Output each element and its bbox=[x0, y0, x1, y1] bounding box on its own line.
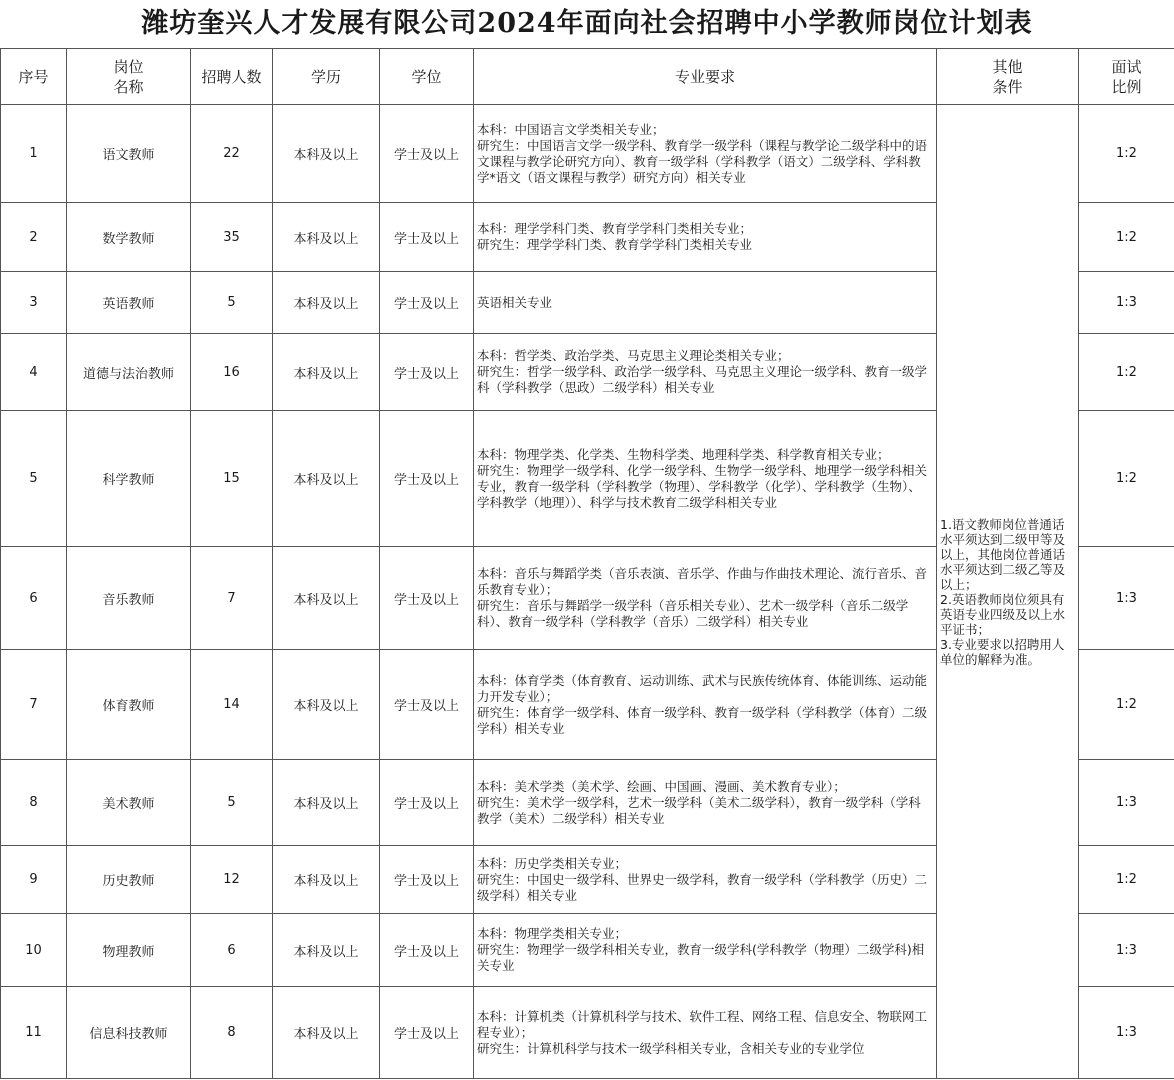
cell-seq: 8 bbox=[1, 760, 67, 846]
cell-seq: 4 bbox=[1, 334, 67, 411]
cell-post: 语文教师 bbox=[67, 105, 191, 203]
cell-edu: 本科及以上 bbox=[273, 846, 380, 914]
header-edu: 学历 bbox=[273, 49, 380, 105]
header-count: 招聘人数 bbox=[191, 49, 273, 105]
cell-count: 14 bbox=[191, 650, 273, 760]
header-other-line2: 条件 bbox=[992, 77, 1023, 96]
cell-ratio: 1:2 bbox=[1079, 846, 1174, 914]
cell-seq: 9 bbox=[1, 846, 67, 914]
cell-post: 体育教师 bbox=[67, 650, 191, 760]
cell-req: 本科：理学学科门类、教育学学科门类相关专业； 研究生：理学学科门类、教育学学科门类相关专业 bbox=[474, 203, 937, 272]
header-req: 专业要求 bbox=[474, 49, 937, 105]
cell-edu: 本科及以上 bbox=[273, 272, 380, 334]
cell-seq: 1 bbox=[1, 105, 67, 203]
cell-post: 历史教师 bbox=[67, 846, 191, 914]
header-ratio-line2: 比例 bbox=[1111, 77, 1142, 96]
cell-count: 8 bbox=[191, 987, 273, 1079]
cell-count: 35 bbox=[191, 203, 273, 272]
cell-req: 本科：物理学类、化学类、生物科学类、地理科学类、科学教育相关专业； 研究生：物理学一级学科、化学一级学科、生物学一级学科、地理学一级学科相关专业，教育一级学科（学科教学（物理）、学科教学（化学）、学科教学（生物）、学科教学（地理））、科学与技术教育二级学科相关专业 bbox=[474, 411, 937, 547]
cell-count: 22 bbox=[191, 105, 273, 203]
cell-seq: 3 bbox=[1, 272, 67, 334]
cell-req: 本科：哲学类、政治学类、马克思主义理论类相关专业； 研究生：哲学一级学科、政治学一级学科、马克思主义理论一级学科、教育一级学科（学科教学（思政）二级学科）相关专业 bbox=[474, 334, 937, 411]
cell-count: 16 bbox=[191, 334, 273, 411]
cell-edu: 本科及以上 bbox=[273, 334, 380, 411]
cell-degree: 学士及以上 bbox=[380, 987, 474, 1079]
cell-count: 5 bbox=[191, 760, 273, 846]
cell-degree: 学士及以上 bbox=[380, 203, 474, 272]
cell-degree: 学士及以上 bbox=[380, 334, 474, 411]
cell-edu: 本科及以上 bbox=[273, 914, 380, 987]
cell-ratio: 1:3 bbox=[1079, 272, 1174, 334]
header-other bbox=[937, 49, 1079, 105]
cell-degree: 学士及以上 bbox=[380, 650, 474, 760]
cell-ratio: 1:2 bbox=[1079, 105, 1174, 203]
cell-count: 12 bbox=[191, 846, 273, 914]
cell-post: 物理教师 bbox=[67, 914, 191, 987]
cell-req: 英语相关专业 bbox=[474, 272, 937, 334]
cell-post: 美术教师 bbox=[67, 760, 191, 846]
cell-seq: 11 bbox=[1, 987, 67, 1079]
cell-ratio: 1:2 bbox=[1079, 203, 1174, 272]
header-degree: 学位 bbox=[380, 49, 474, 105]
header-post-line1: 岗位 bbox=[113, 57, 144, 76]
recruitment-table bbox=[0, 48, 1174, 1079]
header-seq: 序号 bbox=[1, 49, 67, 105]
header-ratio-line1: 面试 bbox=[1111, 57, 1142, 76]
table-header-row bbox=[1, 49, 1174, 105]
cell-edu: 本科及以上 bbox=[273, 203, 380, 272]
cell-ratio: 1:3 bbox=[1079, 547, 1174, 650]
cell-post: 英语教师 bbox=[67, 272, 191, 334]
cell-degree: 学士及以上 bbox=[380, 547, 474, 650]
cell-req: 本科：物理学类相关专业； 研究生：物理学一级学科相关专业，教育一级学科(学科教学（物理）二级学科)相关专业 bbox=[474, 914, 937, 987]
cell-ratio: 1:3 bbox=[1079, 914, 1174, 987]
cell-degree: 学士及以上 bbox=[380, 846, 474, 914]
cell-seq: 6 bbox=[1, 547, 67, 650]
page-title: 潍坊奎兴人才发展有限公司2024年面向社会招聘中小学教师岗位计划表 bbox=[141, 8, 1033, 39]
cell-req: 本科：美术学类（美术学、绘画、中国画、漫画、美术教育专业）； 研究生：美术学一级学科，艺术一级学科（美术二级学科），教育一级学科（学科教学（美术）二级学科）相关专业 bbox=[474, 760, 937, 846]
cell-edu: 本科及以上 bbox=[273, 411, 380, 547]
cell-seq: 7 bbox=[1, 650, 67, 760]
cell-edu: 本科及以上 bbox=[273, 547, 380, 650]
cell-count: 7 bbox=[191, 547, 273, 650]
cell-count: 6 bbox=[191, 914, 273, 987]
cell-ratio: 1:3 bbox=[1079, 760, 1174, 846]
header-other-line1: 其他 bbox=[992, 57, 1023, 76]
header-post bbox=[67, 49, 191, 105]
cell-degree: 学士及以上 bbox=[380, 105, 474, 203]
cell-req: 本科：音乐与舞蹈学类（音乐表演、音乐学、作曲与作曲技术理论、流行音乐、音乐教育专业）； 研究生：音乐与舞蹈学一级学科（音乐相关专业）、艺术一级学科（音乐二级学科）、教育一级学科（学科教学（音乐）二级学科）相关专业 bbox=[474, 547, 937, 650]
table-row bbox=[1, 105, 1174, 203]
cell-req: 本科：历史学类相关专业； 研究生：中国史一级学科、世界史一级学科，教育一级学科（学科教学（历史）二级学科）相关专业 bbox=[474, 846, 937, 914]
cell-edu: 本科及以上 bbox=[273, 760, 380, 846]
cell-ratio: 1:2 bbox=[1079, 334, 1174, 411]
cell-post: 音乐教师 bbox=[67, 547, 191, 650]
cell-post: 道德与法治教师 bbox=[67, 334, 191, 411]
cell-degree: 学士及以上 bbox=[380, 760, 474, 846]
cell-edu: 本科及以上 bbox=[273, 650, 380, 760]
cell-count: 5 bbox=[191, 272, 273, 334]
header-ratio bbox=[1079, 49, 1174, 105]
cell-post: 信息科技教师 bbox=[67, 987, 191, 1079]
cell-post: 科学教师 bbox=[67, 411, 191, 547]
cell-seq: 2 bbox=[1, 203, 67, 272]
cell-ratio: 1:2 bbox=[1079, 650, 1174, 760]
cell-post: 数学教师 bbox=[67, 203, 191, 272]
cell-ratio: 1:2 bbox=[1079, 411, 1174, 547]
cell-req: 本科：中国语言文学类相关专业； 研究生：中国语言文学一级学科、教育学一级学科（课程与教学论二级学科中的语文课程与教学论研究方向）、教育一级学科（学科教学（语文）二级学科、学科教学*语文（语文课程与教学）研究方向）相关专业 bbox=[474, 105, 937, 203]
cell-degree: 学士及以上 bbox=[380, 272, 474, 334]
cell-edu: 本科及以上 bbox=[273, 105, 380, 203]
cell-req: 本科：计算机类（计算机科学与技术、软件工程、网络工程、信息安全、物联网工程专业）； 研究生：计算机科学与技术一级学科相关专业，含相关专业的专业学位 bbox=[474, 987, 937, 1079]
cell-ratio: 1:3 bbox=[1079, 987, 1174, 1079]
cell-req: 本科：体育学类（体育教育、运动训练、武术与民族传统体育、体能训练、运动能力开发专业）； 研究生：体育学一级学科、体育一级学科、教育一级学科（学科教学（体育）二级学科）相关专业 bbox=[474, 650, 937, 760]
cell-degree: 学士及以上 bbox=[380, 411, 474, 547]
cell-seq: 10 bbox=[1, 914, 67, 987]
header-post-line2: 名称 bbox=[113, 77, 144, 96]
cell-other-conditions: 1.语文教师岗位普通话水平须达到二级甲等及以上，其他岗位普通话水平须达到二级乙等及以上； 2.英语教师岗位须具有英语专业四级及以上水平证书； 3.专业要求以招聘用人单位的解释为准。 bbox=[937, 105, 1079, 1079]
cell-degree: 学士及以上 bbox=[380, 914, 474, 987]
cell-count: 15 bbox=[191, 411, 273, 547]
cell-edu: 本科及以上 bbox=[273, 987, 380, 1079]
cell-seq: 5 bbox=[1, 411, 67, 547]
